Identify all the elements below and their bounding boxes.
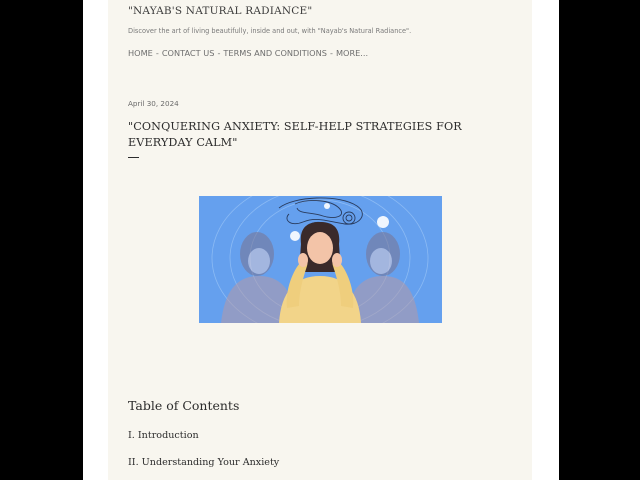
toc-item-understanding-anxiety[interactable]: II. Understanding Your Anxiety [128, 457, 280, 468]
hero-image[interactable] [199, 196, 442, 323]
post-date: April 30, 2024 [128, 99, 179, 108]
nav-contact-link[interactable]: CONTACT US [161, 48, 215, 58]
nav-home-link[interactable]: HOME [128, 48, 153, 58]
nav-more-link[interactable]: MORE... [335, 48, 369, 58]
anxious-woman-illustration [199, 196, 442, 323]
site-tagline: Discover the art of living beautifully, inside and out, with "Nayab's Natural Radiance". [128, 27, 412, 35]
post-title[interactable]: "CONQUERING ANXIETY: SELF-HELP STRATEGIES FOR EVERYDAY CALM" [128, 120, 462, 149]
nav-separator: - [155, 48, 159, 58]
blog-page [108, 0, 532, 480]
nav-terms-link[interactable]: TERMS AND CONDITIONS [223, 48, 327, 58]
site-title[interactable]: "NAYAB'S NATURAL RADIANCE" [128, 5, 313, 17]
toc-item-introduction[interactable]: I. Introduction [128, 430, 199, 441]
main-navigation [128, 48, 368, 58]
toc-heading: Table of Contents [128, 398, 240, 413]
nav-separator: - [217, 48, 221, 58]
nav-separator: - [329, 48, 333, 58]
title-underline [128, 157, 139, 158]
